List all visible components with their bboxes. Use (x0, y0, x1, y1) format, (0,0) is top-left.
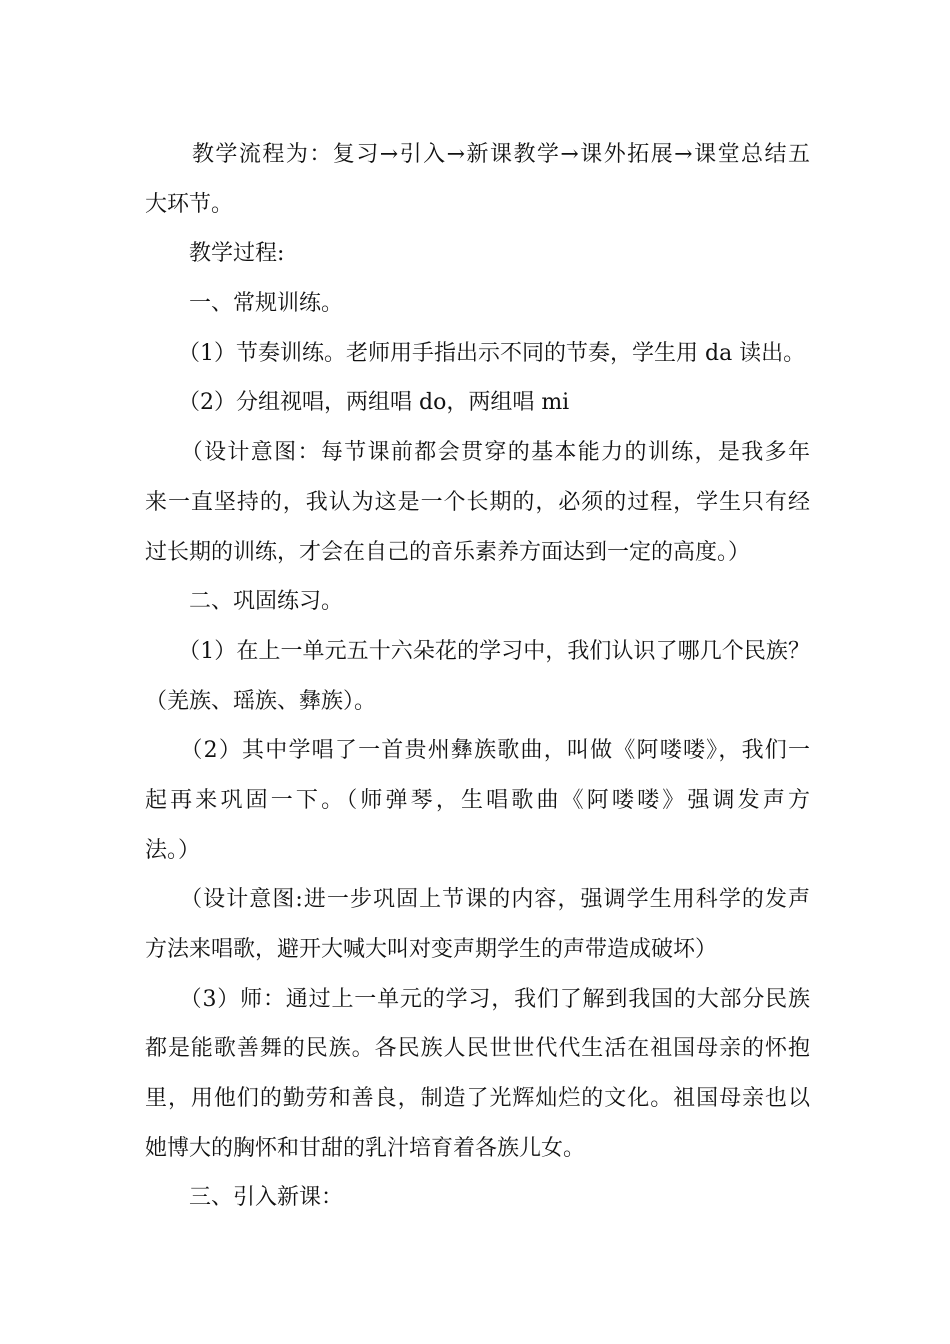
text-line: 来一直坚持的，我认为这是一个长期的，必须的过程，学生只有经 (145, 489, 810, 515)
text-line: 一、常规训练。 (145, 291, 344, 317)
text-line: （羌族、瑶族、彝族）。 (145, 688, 377, 714)
document-body (145, 130, 810, 1223)
text-line: （1）节奏训练。老师用手指出示不同的节奏，学生用 da 读出。 (145, 340, 806, 366)
text-line: 大环节。 (145, 191, 234, 217)
text-line: 二、巩固练习。 (145, 589, 344, 615)
text-line: 过长期的训练，才会在自己的音乐素养方面达到一定的高度。） (145, 539, 751, 565)
text-line: 教学过程: (145, 241, 285, 267)
text-line: 她博大的胸怀和甘甜的乳汁培育着各族儿女。 (145, 1135, 586, 1161)
text-line: 里，用他们的勤劳和善良，制造了光辉灿烂的文化。祖国母亲也以 (145, 1086, 810, 1112)
text-line: 都是能歌善舞的民族。各民族人民世世代代生活在祖国母亲的怀抱 (145, 1036, 810, 1062)
text-line: （1）在上一单元五十六朵花的学习中，我们认识了哪几个民族？ (145, 638, 810, 664)
text-line: （设计意图:进一步巩固上节课的内容，强调学生用科学的发声 (145, 887, 810, 913)
text-line: （2）分组视唱，两组唱 do，两组唱 mi (145, 390, 570, 416)
text-line: 教学流程为：复习→引入→新课教学→课外拓展→课堂总结五 (145, 142, 810, 167)
text-line: （2）其中学唱了一首贵州彝族歌曲，叫做《阿喽喽》，我们一 (145, 738, 810, 764)
text-line: 方法来唱歌，避开大喊大叫对变声期学生的声带造成破坏） (145, 937, 718, 962)
text-line: 法。） (145, 837, 201, 863)
text-line: （设计意图：每节课前都会贯穿的基本能力的训练，是我多年 (145, 440, 810, 466)
text-line: 三、引入新课： (145, 1185, 344, 1211)
text-line: 起再来巩固一下。（师弹琴，生唱歌曲《阿喽喽》强调发声方 (145, 787, 810, 813)
text-line: （3）师：通过上一单元的学习，我们了解到我国的大部分民族 (145, 986, 810, 1012)
